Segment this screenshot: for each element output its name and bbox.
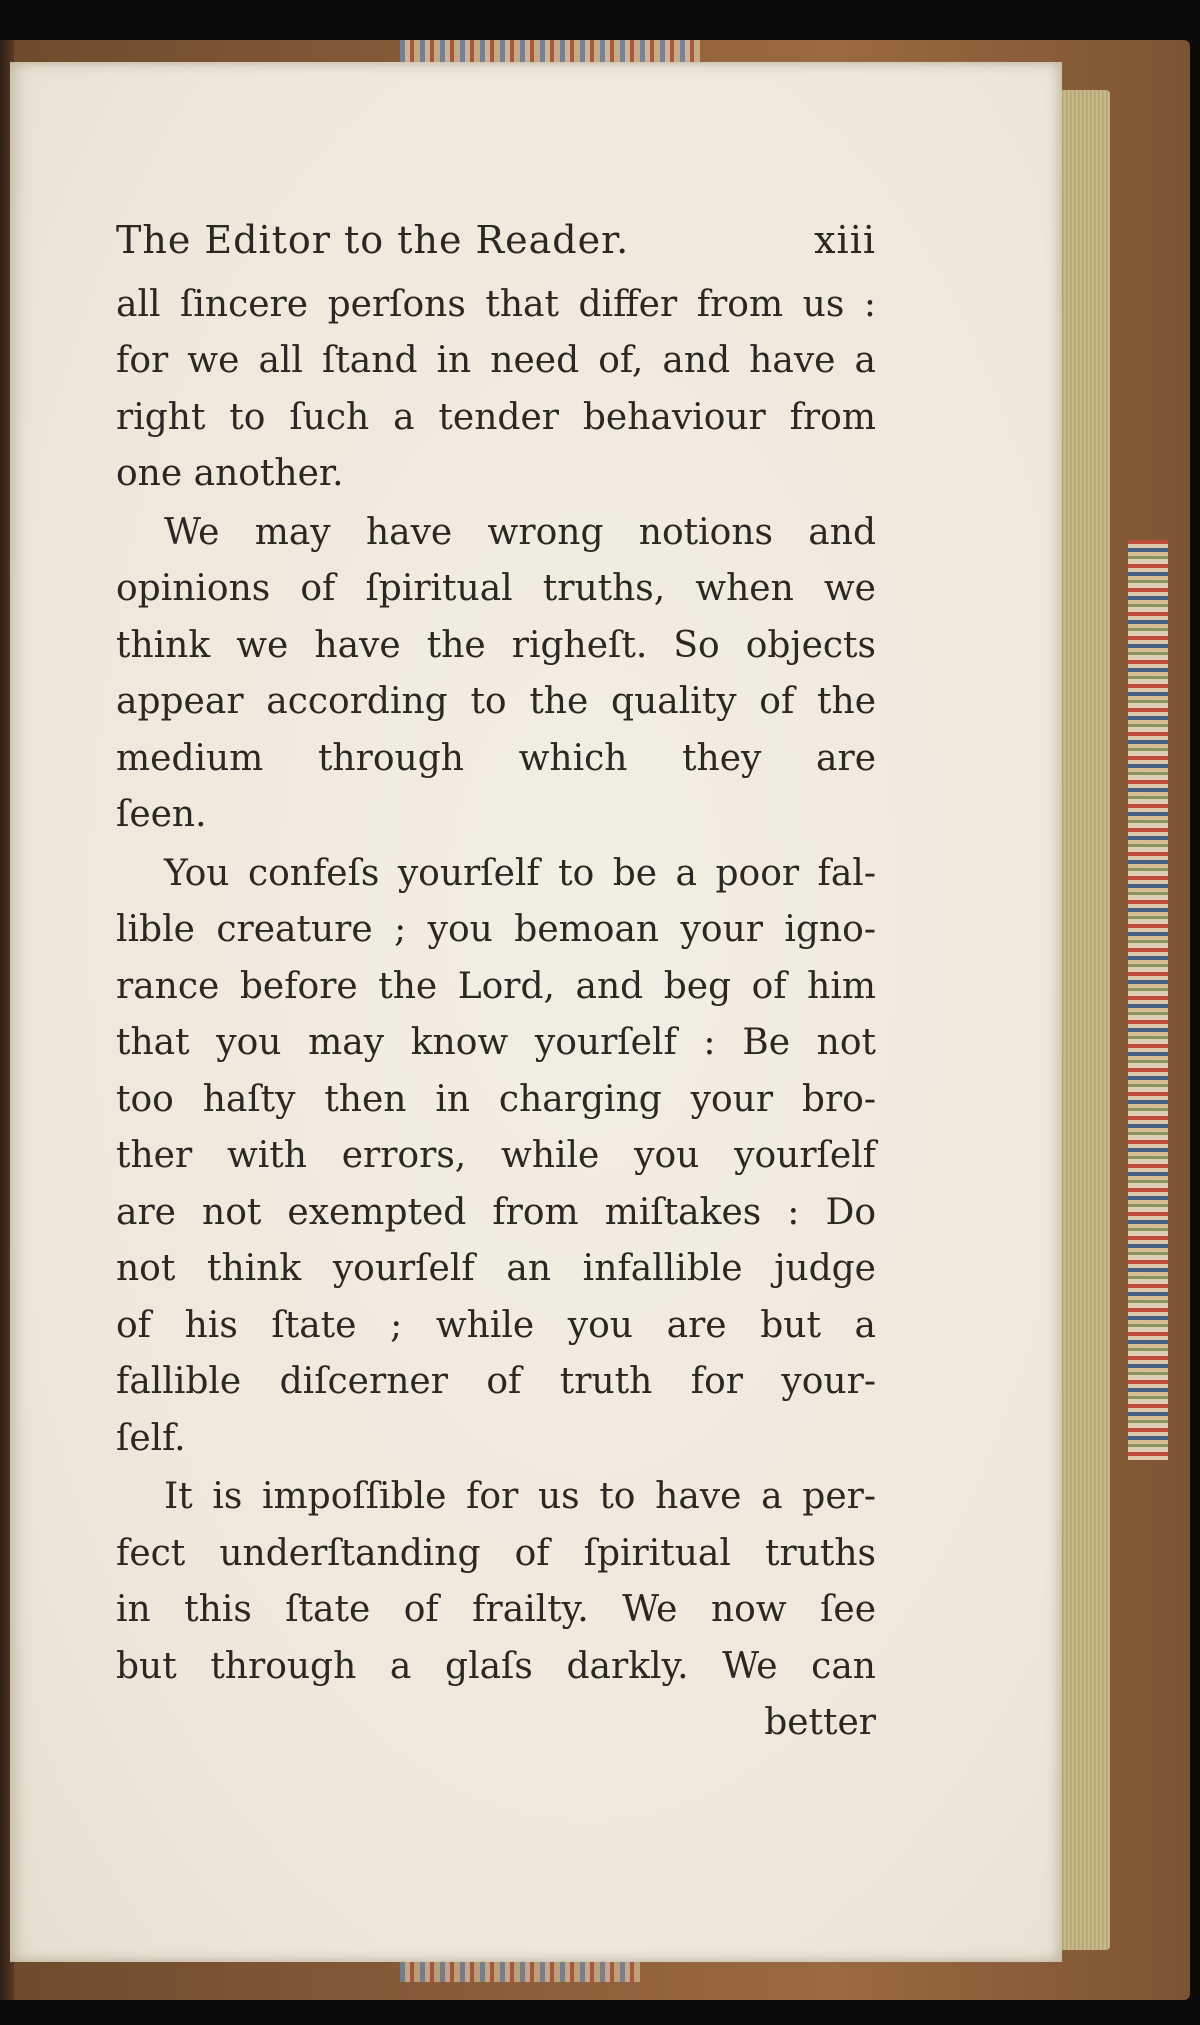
text-line: You confeſs yourſelf to be a poor fal- xyxy=(164,852,876,894)
text-line: but through a glaſs darkly. We can xyxy=(116,1645,876,1687)
text-line: all ſincere perſons that differ from us : xyxy=(116,283,876,325)
text-line: ſelf. xyxy=(116,1417,186,1459)
marbled-endpaper-right xyxy=(1128,540,1168,1460)
text-line: fallible diſcerner of truth for your- xyxy=(116,1361,876,1402)
catchword: better xyxy=(764,1702,876,1743)
marbled-endpaper-bottom xyxy=(400,1960,640,1982)
text-line: that you may know yourſelf : Be not xyxy=(116,1022,876,1063)
text-line: not think yourſelf an infallible judge xyxy=(116,1248,876,1289)
paragraph-1 xyxy=(116,277,876,503)
text-line: rance before the Lord, and beg of him xyxy=(116,965,876,1007)
text-line: one another. xyxy=(116,453,344,494)
text-line: too haſty then in charging your bro- xyxy=(116,1078,876,1120)
text-line: opinions of ſpiritual truths, when we xyxy=(116,568,876,609)
page-block-edges xyxy=(1055,90,1110,1950)
paragraph-2 xyxy=(116,505,876,844)
text-line: appear according to the quality of the xyxy=(116,681,876,722)
text-line: think we have the righeſt. So objects xyxy=(116,624,876,666)
text-line: right to ſuch a tender behaviour from xyxy=(116,396,876,438)
text-line: in this ſtate of frailty. We now ſee xyxy=(116,1589,876,1630)
book-page xyxy=(10,62,1062,1962)
text-line: are not exempted from miſtakes : Do xyxy=(116,1191,876,1233)
text-line: for we all ſtand in need of, and have a xyxy=(116,340,876,381)
running-head xyxy=(116,212,876,269)
text-line: fect underſtanding of ſpiritual truths xyxy=(116,1532,876,1574)
text-block xyxy=(116,212,876,1752)
text-line: We may have wrong notions and xyxy=(164,511,876,553)
running-head-title: The Editor to the Reader. xyxy=(116,218,630,262)
paragraph-4 xyxy=(116,1469,876,1695)
text-line: ſeen. xyxy=(116,794,207,835)
text-line: medium through which they are xyxy=(116,737,876,779)
text-line: of his ſtate ; while you are but a xyxy=(116,1304,876,1346)
paragraph-3 xyxy=(116,846,876,1468)
text-line: lible creature ; you bemoan your igno- xyxy=(116,909,876,950)
text-line: ther with errors, while you yourſelf xyxy=(116,1135,876,1176)
page-number: xiii xyxy=(814,218,876,262)
text-line: It is impoſſible for us to have a per- xyxy=(164,1476,876,1517)
